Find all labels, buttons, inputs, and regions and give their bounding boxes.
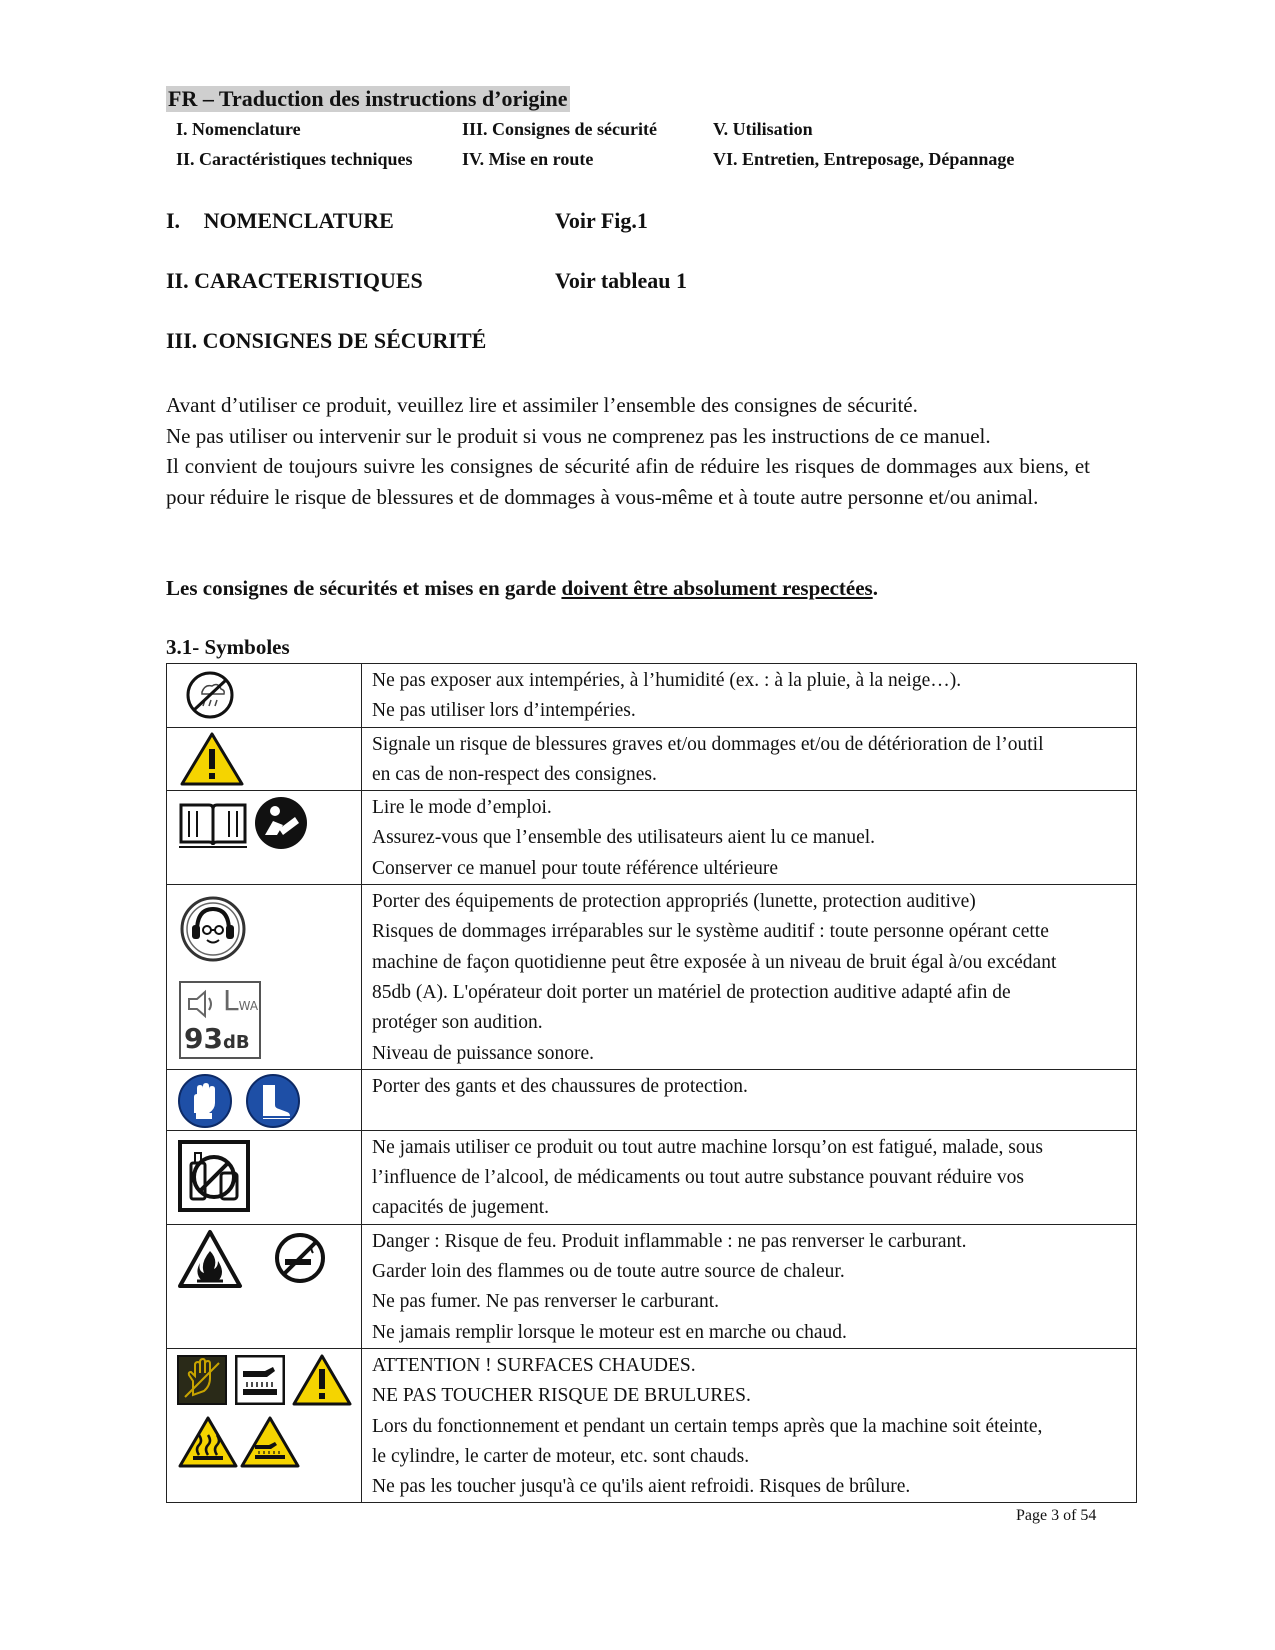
description-line: Ne pas exposer aux intempéries, à l’humidité (ex. : à la pluie, à la neige…). [372, 670, 962, 691]
description-line: Signale un risque de blessures graves et/ou dommages et/ou de détérioration de l’outil [372, 733, 1044, 755]
table-row [167, 664, 1137, 728]
symbol-description [362, 1130, 1137, 1224]
intro-line-2: Ne pas utiliser ou intervenir sur le produit si vous ne comprenez pas les instructions de ce manuel. [166, 423, 991, 448]
no-rain-icon [185, 670, 235, 720]
description-line: Assurez-vous que l’ensemble des utilisateurs aient lu ce manuel. [372, 827, 876, 849]
table-row [167, 727, 1137, 791]
no-alcohol-medication-icon [177, 1139, 251, 1213]
symbol-cell [167, 727, 362, 791]
sound-power-icon [179, 981, 261, 1059]
description-line: Danger : Risque de feu. Produit inflammable : ne pas renverser le carburant. [372, 1230, 967, 1252]
description-line: Ne pas utiliser lors d’intempéries. [372, 700, 636, 722]
symbol-description [362, 1069, 1137, 1130]
description-line: le cylindre, le carter de moteur, etc. sont chauds. [372, 1445, 750, 1467]
table-row [167, 791, 1137, 885]
description-line: en cas de non-respect des consignes. [372, 763, 657, 785]
description-line: Lire le mode d’emploi. [372, 797, 552, 819]
lwa-subscript: WA [238, 999, 259, 1014]
symbol-cell [167, 1348, 362, 1502]
symbol-cell [167, 664, 362, 728]
hot-surface-triangle-icon [177, 1415, 239, 1469]
intro-line-1: Avant d’utiliser ce produit, veuillez lire et assimiler l’ensemble des consignes de sécurité. [166, 393, 918, 417]
section-reference-fig1: Voir Fig.1 [555, 208, 648, 233]
warning-prefix: Les consignes de sécurités et mises en garde [166, 576, 562, 600]
warning-suffix: . [872, 576, 878, 600]
table-row [167, 1348, 1137, 1502]
toc-item-utilisation: V. Utilisation [713, 119, 813, 139]
description-line: protéger son audition. [372, 1012, 543, 1034]
description-line: ATTENTION ! SURFACES CHAUDES. [372, 1354, 696, 1376]
symbol-description [362, 1348, 1137, 1502]
description-line: Porter des équipements de protection appropriés (lunette, protection auditive) [372, 891, 976, 913]
symbol-description [362, 885, 1137, 1070]
ear-eye-protection-icon [179, 895, 247, 963]
symbol-description [362, 727, 1137, 791]
no-smoking-icon [273, 1231, 327, 1285]
description-line: Ne pas les toucher jusqu'à ce qu'ils aient refroidi. Risques de brûlure. [372, 1476, 911, 1498]
symbol-cell [167, 885, 362, 1070]
speaker-icon [185, 989, 217, 1019]
description-line: 85db (A). L'opérateur doit porter un matériel de protection auditive adapté afin de [372, 981, 1011, 1003]
symbols-title: 3.1- Symboles [166, 635, 290, 659]
safety-warning-statement [166, 574, 878, 602]
section-reference-tableau1: Voir tableau 1 [555, 268, 688, 293]
symbol-cell [167, 1224, 362, 1348]
no-touch-hand-icon [177, 1355, 227, 1405]
symbol-description [362, 791, 1137, 885]
symbol-cell [167, 1069, 362, 1130]
gloves-icon [177, 1073, 233, 1129]
lwa-value: 93 [184, 1022, 223, 1056]
description-line: machine de façon quotidienne peut être exposée à un niveau de bruit égal à/ou excédant [372, 951, 1057, 973]
symbols-table [166, 663, 1137, 1503]
description-line: Ne jamais utiliser ce produit ou tout autre machine lorsqu’on est fatigué, malade, sous [372, 1136, 1043, 1158]
description-line: Conserver ce manuel pour toute référence ultérieure [372, 857, 779, 879]
section-heading-consignes: III. CONSIGNES DE SÉCURITÉ [166, 328, 487, 353]
symbol-description [362, 1224, 1137, 1348]
hot-surface-hand-icon [235, 1355, 285, 1405]
intro-paragraph [166, 390, 1090, 512]
section-heading-nomenclature [166, 207, 394, 235]
boots-icon [245, 1073, 301, 1129]
section-number: I. [166, 208, 181, 233]
warning-triangle-icon [179, 731, 245, 787]
description-line: Lors du fonctionnement et pendant un certain temps après que la machine soit éteinte, [372, 1415, 1043, 1437]
burn-hand-triangle-icon [239, 1415, 301, 1469]
description-line: Porter des gants et des chaussures de protection. [372, 1075, 748, 1097]
manual-book-icon [177, 797, 249, 849]
description-line: l’influence de l’alcool, de médicaments ou tout autre substance pouvant réduire vos [372, 1167, 1024, 1189]
table-row [167, 885, 1137, 1070]
caution-triangle-icon [291, 1353, 353, 1407]
table-row [167, 1130, 1137, 1224]
toc-item-caracteristiques: II. Caractéristiques techniques [176, 149, 413, 169]
read-manual-icon [253, 795, 309, 851]
table-row [167, 1224, 1137, 1348]
symbol-cell [167, 1130, 362, 1224]
description-line: capacités de jugement. [372, 1197, 550, 1219]
warning-underlined: doivent être absolument respectées [561, 576, 873, 600]
section-title: NOMENCLATURE [203, 208, 394, 233]
toc-item-consignes: III. Consignes de sécurité [462, 119, 658, 139]
symbol-description [362, 664, 1137, 728]
toc-item-nomenclature: I. Nomenclature [176, 119, 301, 139]
page-number: Page 3 of 54 [1016, 1507, 1097, 1524]
toc-item-mise-en-route: IV. Mise en route [462, 149, 594, 169]
table-row [167, 1069, 1137, 1130]
description-line: Ne pas fumer. Ne pas renverser le carburant. [372, 1291, 720, 1313]
lwa-label: L [223, 984, 239, 1018]
lwa-unit: dB [222, 1032, 250, 1054]
document-title: FR – Traduction des instructions d’origine [168, 86, 568, 111]
toc-item-entretien: VI. Entretien, Entreposage, Dépannage [713, 149, 1015, 169]
description-line: Ne jamais remplir lorsque le moteur est en marche ou chaud. [372, 1321, 847, 1343]
description-line: Risques de dommages irréparables sur le système auditif : toute personne opérant cette [372, 921, 1049, 943]
description-line: Niveau de puissance sonore. [372, 1042, 595, 1064]
intro-paragraph-body: Il convient de toujours suivre les consignes de sécurité afin de réduire les risques de dommages aux biens, et pour réduire le risque de blessures et de dommages à vous-même et à toute autre personne et/ou animal. [166, 454, 1090, 509]
flammable-icon [177, 1229, 243, 1289]
description-line: NE PAS TOUCHER RISQUE DE BRULURES. [372, 1385, 751, 1407]
symbol-cell [167, 791, 362, 885]
description-line: Garder loin des flammes ou de toute autre source de chaleur. [372, 1261, 845, 1283]
section-heading-caracteristiques: II. CARACTERISTIQUES [166, 268, 423, 293]
